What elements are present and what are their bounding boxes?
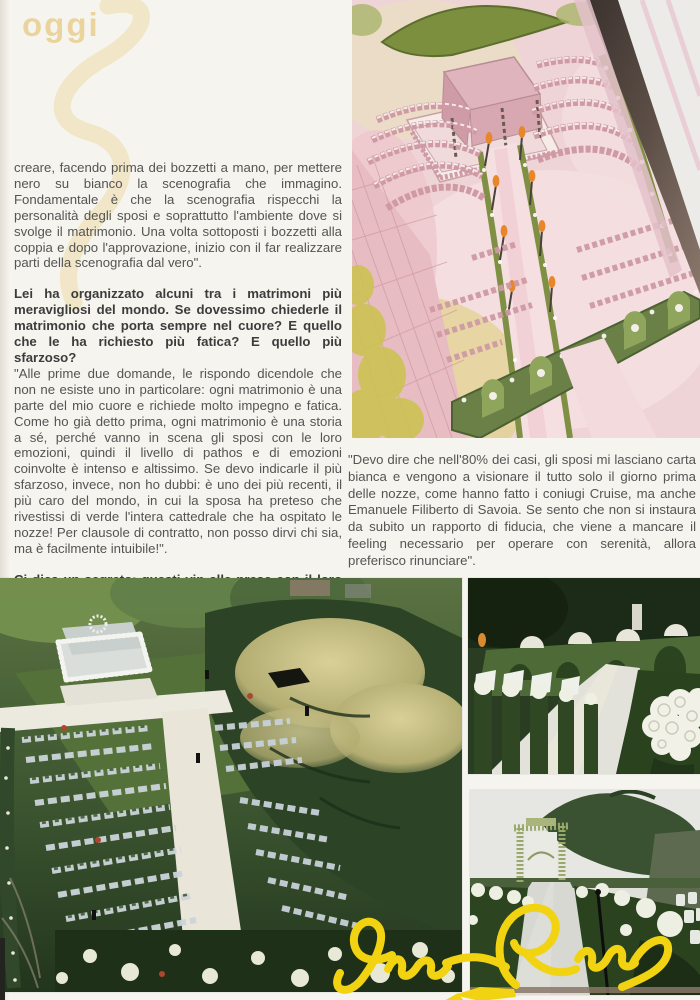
magazine-logo: oggi	[22, 6, 100, 43]
gazebo-photo-graphic	[470, 790, 700, 995]
aerial-photo-graphic	[0, 578, 462, 992]
article-left-column	[14, 160, 342, 619]
article-right-column	[348, 452, 696, 570]
sketch-illustration	[352, 0, 700, 438]
article-quote: "Devo dire che nell'80% dei casi, gli sposi mi lasciano carta bianca e vengono a visionare il tutto solo il giorno prima delle nozze, come hanno fatto i coniugi Cruise, ma anche Emanuele Filiberto di Savoia. Se sento che non si instaura da subito un rapporto di fiducia, che viene a mancare il feeling necessario per operare con serenità, allora preferisco rinunciare".	[348, 452, 696, 568]
scan-edge-artifact	[0, 938, 5, 1000]
aisle-photo-graphic	[468, 578, 700, 774]
wedding-venue-sketch	[352, 0, 700, 438]
photo-aisle-to-gazebo	[470, 790, 700, 995]
photo-aerial-garden-ceremony	[0, 578, 462, 992]
interview-question-1: Lei ha organizzato alcuni tra i matrimoni più meravigliosi del mondo. Se dovessimo chiederle il matrimonio che porta sempre nel cuore? E quello che le ha richiesto più fatica? E quello più sfarzoso?	[14, 286, 342, 365]
article-paragraph-1: creare, facendo prima dei bozzetti a mano, per mettere nero su bianco la scenografia che immagino. Fondamentale è che la scenografia rispecchi la personalità degli sposi e soprattutto l'ambiente dove si svolge il matrimonio. Una volta sottoposti i bozzetti alla coppia e dopo l'approvazione, inizio con il far realizzare parti della scenografia dal vero".	[14, 160, 342, 271]
article-answer-1: "Alle prime due domande, le rispondo dicendole che non ne esiste uno in particolare: ogni matrimonio è una parte del mio cuore e richiede molto impegno e fatica. Come ho già detto prima, ogni matrimonio è una storia a sé, perché vanno in scena gli sposi con le loro emozioni, quindi il livello di pathos e di emozioni coinvolte è intenso e altissimo. Se devo indicarle il più sfarzoso, invece, non ho dubbi: è uno dei più recenti, il più caro del mondo, in cui la sposa ha preteso che rivestissi di verde l'intera cattedrale che ha ospitato le nozze! Per clausole di contratto, non posso dirvi chi sia, ma è facilmente intuibile!".	[14, 365, 342, 556]
photo-white-aisle-roses	[468, 578, 700, 774]
